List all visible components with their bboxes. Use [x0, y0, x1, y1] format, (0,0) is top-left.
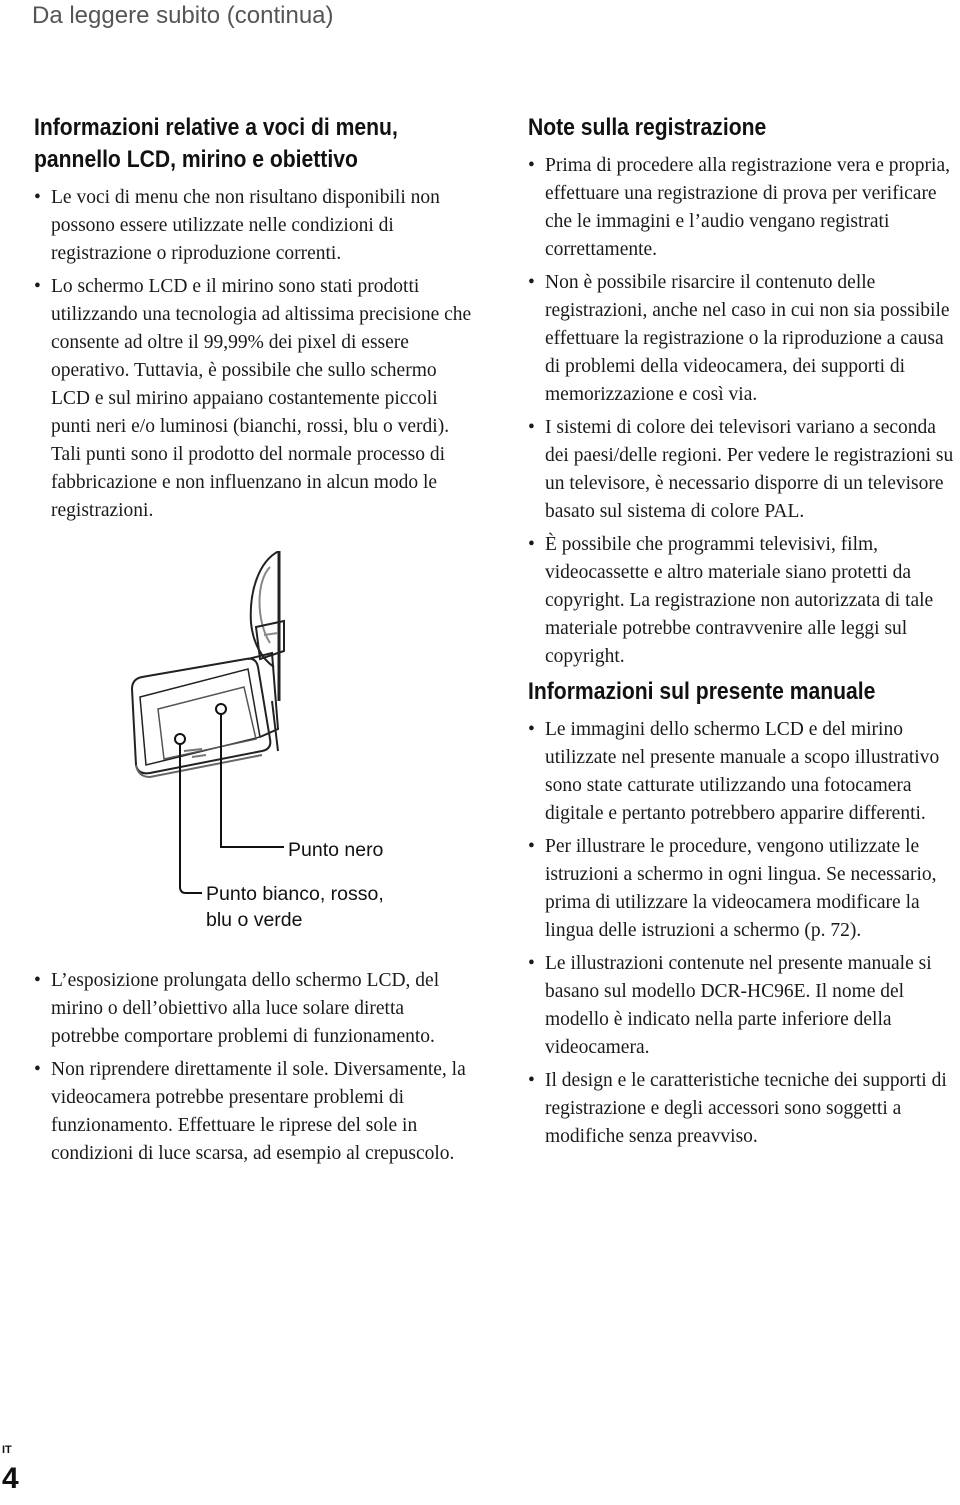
- page-number: 4: [2, 1462, 19, 1495]
- callout-white-line2: blu o verde: [206, 909, 303, 931]
- list-item: • Le voci di menu che non risultano disponibili non possono essere utilizzate nelle condizioni di registrazione o riproduzione correnti.: [34, 184, 474, 268]
- bullet-list-recording-notes: [528, 152, 960, 671]
- list-item: • Per illustrare le procedure, vengono utilizzate le istruzioni a schermo in ogni lingua. Se necessario, prima di utilizzare la videocamera modificare la lingua delle istruzioni a schermo (p. 72).: [528, 833, 960, 945]
- section-title-recording-notes: Note sulla registrazione: [528, 114, 767, 141]
- list-item: • Non è possibile risarcire il contenuto delle registrazioni, anche nel caso in cui non sia possibile effettuare la registrazione o la riproduzione a causa di problemi della videocamera, dei supporti di memorizzazione e così via.: [528, 269, 960, 409]
- callout-white-point: [206, 881, 384, 933]
- page-header: Da leggere subito (continua): [32, 2, 334, 29]
- language-code: IT: [2, 1444, 12, 1456]
- section-title-manual-info: Informazioni sul presente manuale: [528, 678, 876, 705]
- list-item: • Prima di procedere alla registrazione vera e propria, effettuare una registrazione di prova per verificare che le immagini e l’audio vengano registrati correttamente.: [528, 152, 960, 264]
- callout-black-point: Punto nero: [288, 839, 384, 861]
- bullet-list-menu-lcd: [34, 184, 474, 525]
- list-item: • Non riprendere direttamente il sole. Diversamente, la videocamera potrebbe presentare problemi di funzionamento. Effettuare le riprese del sole in condizioni di luce scarsa, ad esempio al crepuscolo.: [34, 1056, 474, 1168]
- list-item: • Lo schermo LCD e il mirino sono stati prodotti utilizzando una tecnologia ad altissima precisione che consente ad oltre il 99,99% dei pixel di essere operativo. Tuttavia, è possibile che sullo schermo LCD e sul mirino appaiano costantemente piccoli punti neri e/o luminosi (bianchi, rossi, blu o verdi). Tali punti sono il prodotto del normale processo di fabbricazione e non influenzano in alcun modo le registrazioni.: [34, 273, 474, 525]
- list-item: • Le immagini dello schermo LCD e del mirino utilizzate nel presente manuale a scopo illustrativo sono state catturate utilizzando una fotocamera digitale e pertanto potrebbero apparire differenti.: [528, 716, 960, 828]
- lcd-figure: [34, 551, 474, 949]
- left-column: [34, 112, 474, 1173]
- bullet-list-sunlight: [34, 967, 474, 1168]
- list-item: • Il design e le caratteristiche tecniche dei supporti di registrazione e degli accessori sono soggetti a modifiche senza preavviso.: [528, 1067, 960, 1151]
- list-item: • Le illustrazioni contenute nel presente manuale si basano sul modello DCR-HC96E. Il nome del modello è indicato nella parte inferiore della videocamera.: [528, 950, 960, 1062]
- right-column: [528, 112, 960, 1156]
- bullet-list-manual-info: [528, 716, 960, 1151]
- list-item: • L’esposizione prolungata dello schermo LCD, del mirino o dell’obiettivo alla luce solare diretta potrebbe comportare problemi di funzionamento.: [34, 967, 474, 1051]
- section-title-menu-lcd: Informazioni relative a voci di menu, pannello LCD, mirino e obiettivo: [34, 114, 398, 173]
- list-item: • I sistemi di colore dei televisori variano a seconda dei paesi/delle regioni. Per vedere le registrazioni su un televisore, è necessario disporre di un televisore basato sul sistema di colore PAL.: [528, 414, 960, 526]
- callout-white-line1: Punto bianco, rosso,: [206, 883, 384, 905]
- list-item: • È possibile che programmi televisivi, film, videocassette e altro materiale siano protetti da copyright. La registrazione non autorizzata di tale materiale potrebbe contravvenire alle leggi sul copyright.: [528, 531, 960, 671]
